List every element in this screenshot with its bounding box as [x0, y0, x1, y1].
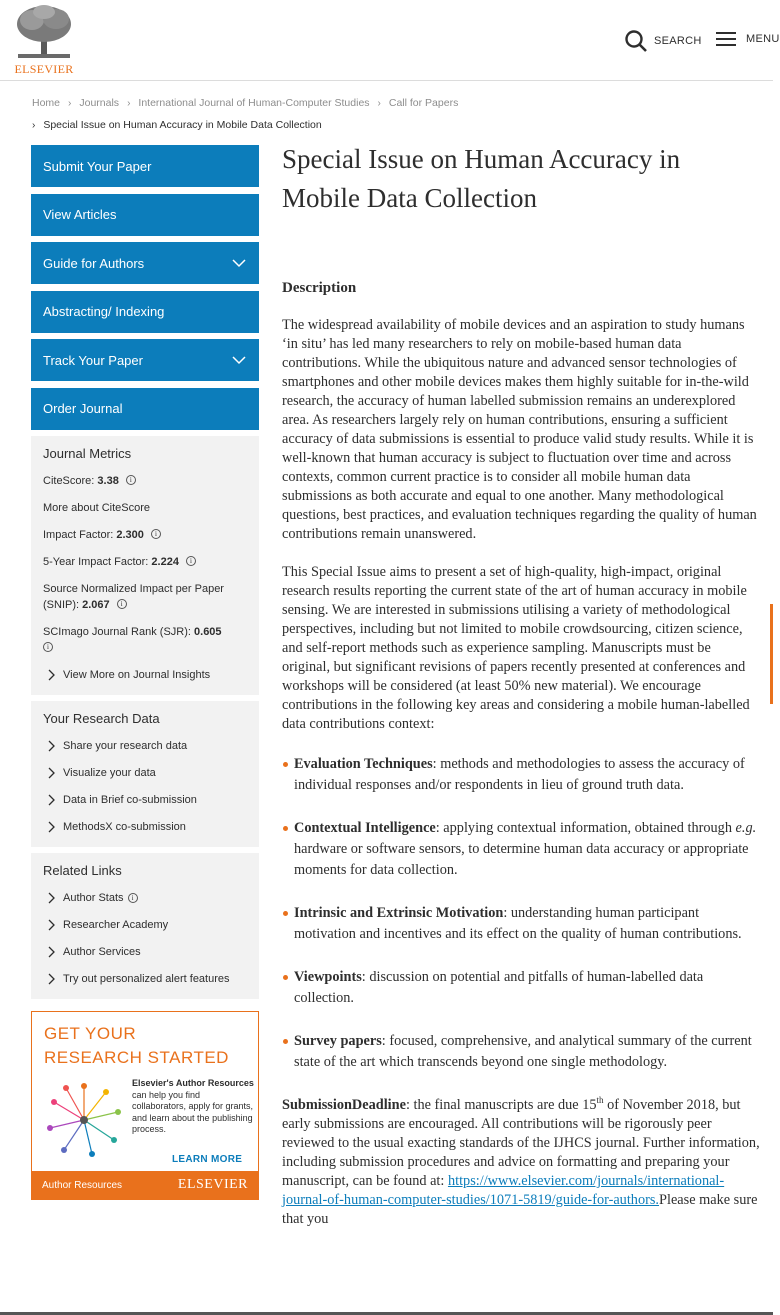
- sjr-value: 0.605: [194, 626, 222, 638]
- chevron-right-icon: ›: [377, 97, 381, 109]
- list-item: [282, 818, 762, 881]
- link-label: Author Services: [63, 946, 141, 958]
- topic-text: : applying contextual information, obtained through: [435, 820, 736, 836]
- info-icon[interactable]: i: [126, 475, 136, 485]
- search-icon: [624, 29, 648, 53]
- tree-logo-icon: [14, 4, 74, 60]
- list-item: [282, 1031, 762, 1073]
- topic-term: Contextual Intelligence: [294, 820, 436, 836]
- guide-for-authors-button[interactable]: [31, 242, 259, 284]
- banner-body: [132, 1078, 254, 1136]
- citescore-metric: [43, 473, 247, 489]
- topic-term: Intrinsic and Extrinsic Motivation: [294, 905, 504, 921]
- banner-body-text: can help you find collaborators, apply for grants, and learn about the publishing process.: [132, 1089, 254, 1134]
- order-journal-button[interactable]: [31, 388, 259, 430]
- snip-label: Source Normalized Impact per Paper (SNIP):: [43, 583, 224, 611]
- view-articles-label: View Articles: [43, 207, 117, 222]
- list-item: [282, 903, 762, 945]
- chevron-right-icon: [47, 973, 55, 985]
- more-about-citescore-link[interactable]: More about CiteScore: [43, 502, 150, 514]
- sjr-metric: [43, 624, 247, 656]
- citescore-value: 3.38: [97, 475, 119, 487]
- page-title: Special Issue on Human Accuracy in Mobile Data Collection: [282, 144, 681, 213]
- chevron-down-icon: [231, 352, 247, 368]
- banner-headline: [44, 1022, 229, 1070]
- chevron-down-icon: [231, 255, 247, 271]
- view-articles-button[interactable]: [31, 194, 259, 236]
- banner-headline-line2: RESEARCH STARTED: [44, 1048, 229, 1067]
- chevron-right-icon: ›: [127, 97, 131, 109]
- menu-button[interactable]: [716, 28, 780, 50]
- link-label: Data in Brief co-submission: [63, 794, 197, 806]
- research-data-panel: [31, 701, 259, 847]
- chevron-right-icon: [47, 669, 55, 681]
- impact-factor-metric: [43, 527, 247, 543]
- list-item: [282, 967, 762, 1009]
- view-more-insights-link[interactable]: [43, 667, 247, 683]
- menu-label: MENU: [746, 33, 780, 45]
- research-data-title: Your Research Data: [43, 711, 160, 726]
- share-research-data-link[interactable]: [43, 738, 247, 754]
- breadcrumb: [32, 95, 458, 133]
- guide-for-authors-label: Guide for Authors: [43, 255, 145, 271]
- snip-value: 2.067: [82, 599, 110, 611]
- main-content: [282, 140, 762, 1229]
- researcher-academy-link[interactable]: [43, 917, 247, 933]
- alert-features-link[interactable]: [43, 971, 247, 987]
- feedback-tab[interactable]: [770, 604, 773, 704]
- banner-footer-logo: ELSEVIER: [177, 1177, 248, 1192]
- submission-deadline: [282, 1091, 762, 1229]
- banner-footer-label: Author Resources: [42, 1179, 123, 1191]
- deadline-text: Please make sure that you: [282, 1191, 758, 1227]
- topic-text: : focused, comprehensive, and analytical summary of the current state of the art which transcends beyond one single methodology.: [294, 1033, 752, 1070]
- breadcrumb-journals[interactable]: Journals: [79, 97, 120, 109]
- submit-paper-button[interactable]: [31, 145, 259, 187]
- citescore-label: CiteScore:: [43, 475, 95, 487]
- info-icon[interactable]: i: [151, 529, 161, 539]
- banner-headline-line1: GET YOUR: [44, 1024, 137, 1043]
- description-heading: Description: [282, 280, 357, 296]
- visualize-data-link[interactable]: [43, 765, 247, 781]
- order-journal-label: Order Journal: [43, 401, 123, 416]
- sidebar: [31, 145, 259, 1200]
- description-paragraph-1: The widespread availability of mobile devices and an aspiration to study humans ‘in situ’ has led many researchers to rely on mobile-based human data contributions. While the ubiquitous nature and advanced sensor technologies of smartphones and other mobile devices makes them highly suitable for in-the-wild research, the accuracy of human labelled submission remains an underexplored area. As researchers largely rely on human contributions, ensuring a sufficient accuracy of data submissions is essential to produce valid study results. While it is well-known that human accuracy is subject to fluctuation over time and across contexts, common current practice is to consider all mobile human data submissions as both accurate and equal to one another. Many methodological questions, best practices, and evaluation techniques regarding the quality of human contributions remain unanswered.: [282, 317, 757, 542]
- deadline-term: SubmissionDeadline: [282, 1096, 406, 1113]
- author-stats-link[interactable]: [43, 890, 247, 906]
- info-icon[interactable]: i: [186, 556, 196, 566]
- topic-text: : understanding human participant motivation and incentives and its effect on the quality of human contributions.: [294, 905, 742, 942]
- search-label: SEARCH: [654, 35, 702, 47]
- link-label: MethodsX co-submission: [63, 821, 186, 833]
- view-more-insights-label: View More on Journal Insights: [63, 669, 211, 681]
- chevron-right-icon: ›: [68, 97, 72, 109]
- journal-metrics-title: Journal Metrics: [43, 446, 132, 461]
- chevron-right-icon: [47, 919, 55, 931]
- chevron-right-icon: [47, 892, 55, 904]
- breadcrumb-home[interactable]: Home: [32, 97, 61, 109]
- snip-metric: [43, 581, 247, 613]
- track-paper-label: Track Your Paper: [43, 352, 143, 368]
- link-label: Share your research data: [63, 740, 188, 752]
- methodsx-link[interactable]: [43, 819, 247, 835]
- elsevier-logo[interactable]: [12, 4, 76, 76]
- breadcrumb-current: Special Issue on Human Accuracy in Mobile Data Collection: [43, 119, 322, 131]
- track-paper-button[interactable]: [31, 339, 259, 381]
- sjr-label: SCImago Journal Rank (SJR):: [43, 626, 191, 638]
- breadcrumb-journal[interactable]: International Journal of Human-Computer Studies: [138, 97, 370, 109]
- five-year-impact-metric: [43, 554, 247, 570]
- topic-term: Viewpoints: [294, 969, 362, 985]
- site-header: [0, 0, 780, 81]
- hamburger-icon: [716, 31, 736, 47]
- network-graphic-icon: [46, 1082, 122, 1158]
- related-links-title: Related Links: [43, 863, 122, 878]
- chevron-right-icon: [47, 794, 55, 806]
- chevron-right-icon: [47, 740, 55, 752]
- description-paragraph-2: This Special Issue aims to present a set of high-quality, high-impact, original research results reporting the current state of the art of human accuracy in mobile sensing. We are interested in submissions utilising a variety of methodological perspectives, including but not limited to mobile crowdsourcing, citizen science, and self-report methods such as experience sampling. Manuscripts must be original, but significant revisions of papers recently presented at conferences and workshops will be considered (at least 50% new material). We encourage contributions in the following key areas and considering a mobile human-labelled data contributions context:: [282, 564, 750, 732]
- related-links-panel: [31, 853, 259, 999]
- abstracting-indexing-label: Abstracting/ Indexing: [43, 304, 165, 319]
- journal-metrics-panel: [31, 436, 259, 695]
- info-icon[interactable]: i: [128, 893, 138, 903]
- banner-footer: [32, 1171, 258, 1199]
- search-button[interactable]: [624, 28, 702, 54]
- link-label: Researcher Academy: [63, 919, 169, 931]
- topic-text: hardware or software sensors, to determine human data accuracy or appropriate moments for data collection.: [294, 841, 749, 878]
- breadcrumb-call-for-papers[interactable]: Call for Papers: [388, 97, 459, 109]
- list-item: [282, 754, 762, 796]
- topic-emphasis: e.g.: [735, 820, 757, 836]
- submit-paper-label: Submit Your Paper: [43, 158, 152, 174]
- logo-wordmark: ELSEVIER: [14, 62, 74, 76]
- deadline-text: : the final manuscripts are due 15: [405, 1096, 597, 1113]
- deadline-sup: th: [596, 1095, 604, 1105]
- impact-factor-value: 2.300: [116, 529, 144, 541]
- learn-more-link[interactable]: LEARN MORE: [172, 1154, 243, 1165]
- link-label: Author Stats: [63, 892, 124, 904]
- five-year-impact-value: 2.224: [151, 556, 179, 568]
- link-label: Try out personalized alert features: [63, 973, 230, 985]
- topic-text: : methods and methodologies to assess the accuracy of individual responses and/or respondents in lieu of ground truth data.: [294, 756, 745, 793]
- five-year-impact-label: 5-Year Impact Factor:: [43, 556, 149, 568]
- chevron-right-icon: [47, 767, 55, 779]
- topic-term: Evaluation Techniques: [294, 756, 433, 772]
- link-label: Visualize your data: [63, 767, 156, 779]
- topic-list: [282, 754, 762, 1073]
- data-in-brief-link[interactable]: [43, 792, 247, 808]
- author-services-link[interactable]: [43, 944, 247, 960]
- topic-text: : discussion on potential and pitfalls of human-labelled data collection.: [294, 969, 704, 1006]
- banner-brand: Elsevier's Author Resources: [132, 1078, 254, 1088]
- impact-factor-label: Impact Factor:: [43, 529, 114, 541]
- chevron-right-icon: [47, 821, 55, 833]
- deadline-text: of November 2018, but early submissions are encouraged. All contributions will be rigorously peer reviewed to the usual exacting standards of the IJHCS journal. Further information, including submission procedures and advice on formatting and preparing your manuscript, can be found at:: [282, 1096, 760, 1189]
- guide-for-authors-link[interactable]: https://www.elsevier.com/journals/international-journal-of-human-computer-studies/1071-5819/guide-for-authors.: [282, 1172, 725, 1208]
- info-icon[interactable]: i: [43, 642, 53, 652]
- topic-term: Survey papers: [294, 1033, 382, 1049]
- chevron-right-icon: ›: [32, 119, 36, 131]
- abstracting-indexing-button[interactable]: [31, 291, 259, 333]
- author-resources-banner[interactable]: [31, 1011, 259, 1200]
- chevron-right-icon: [47, 946, 55, 958]
- info-icon[interactable]: i: [117, 599, 127, 609]
